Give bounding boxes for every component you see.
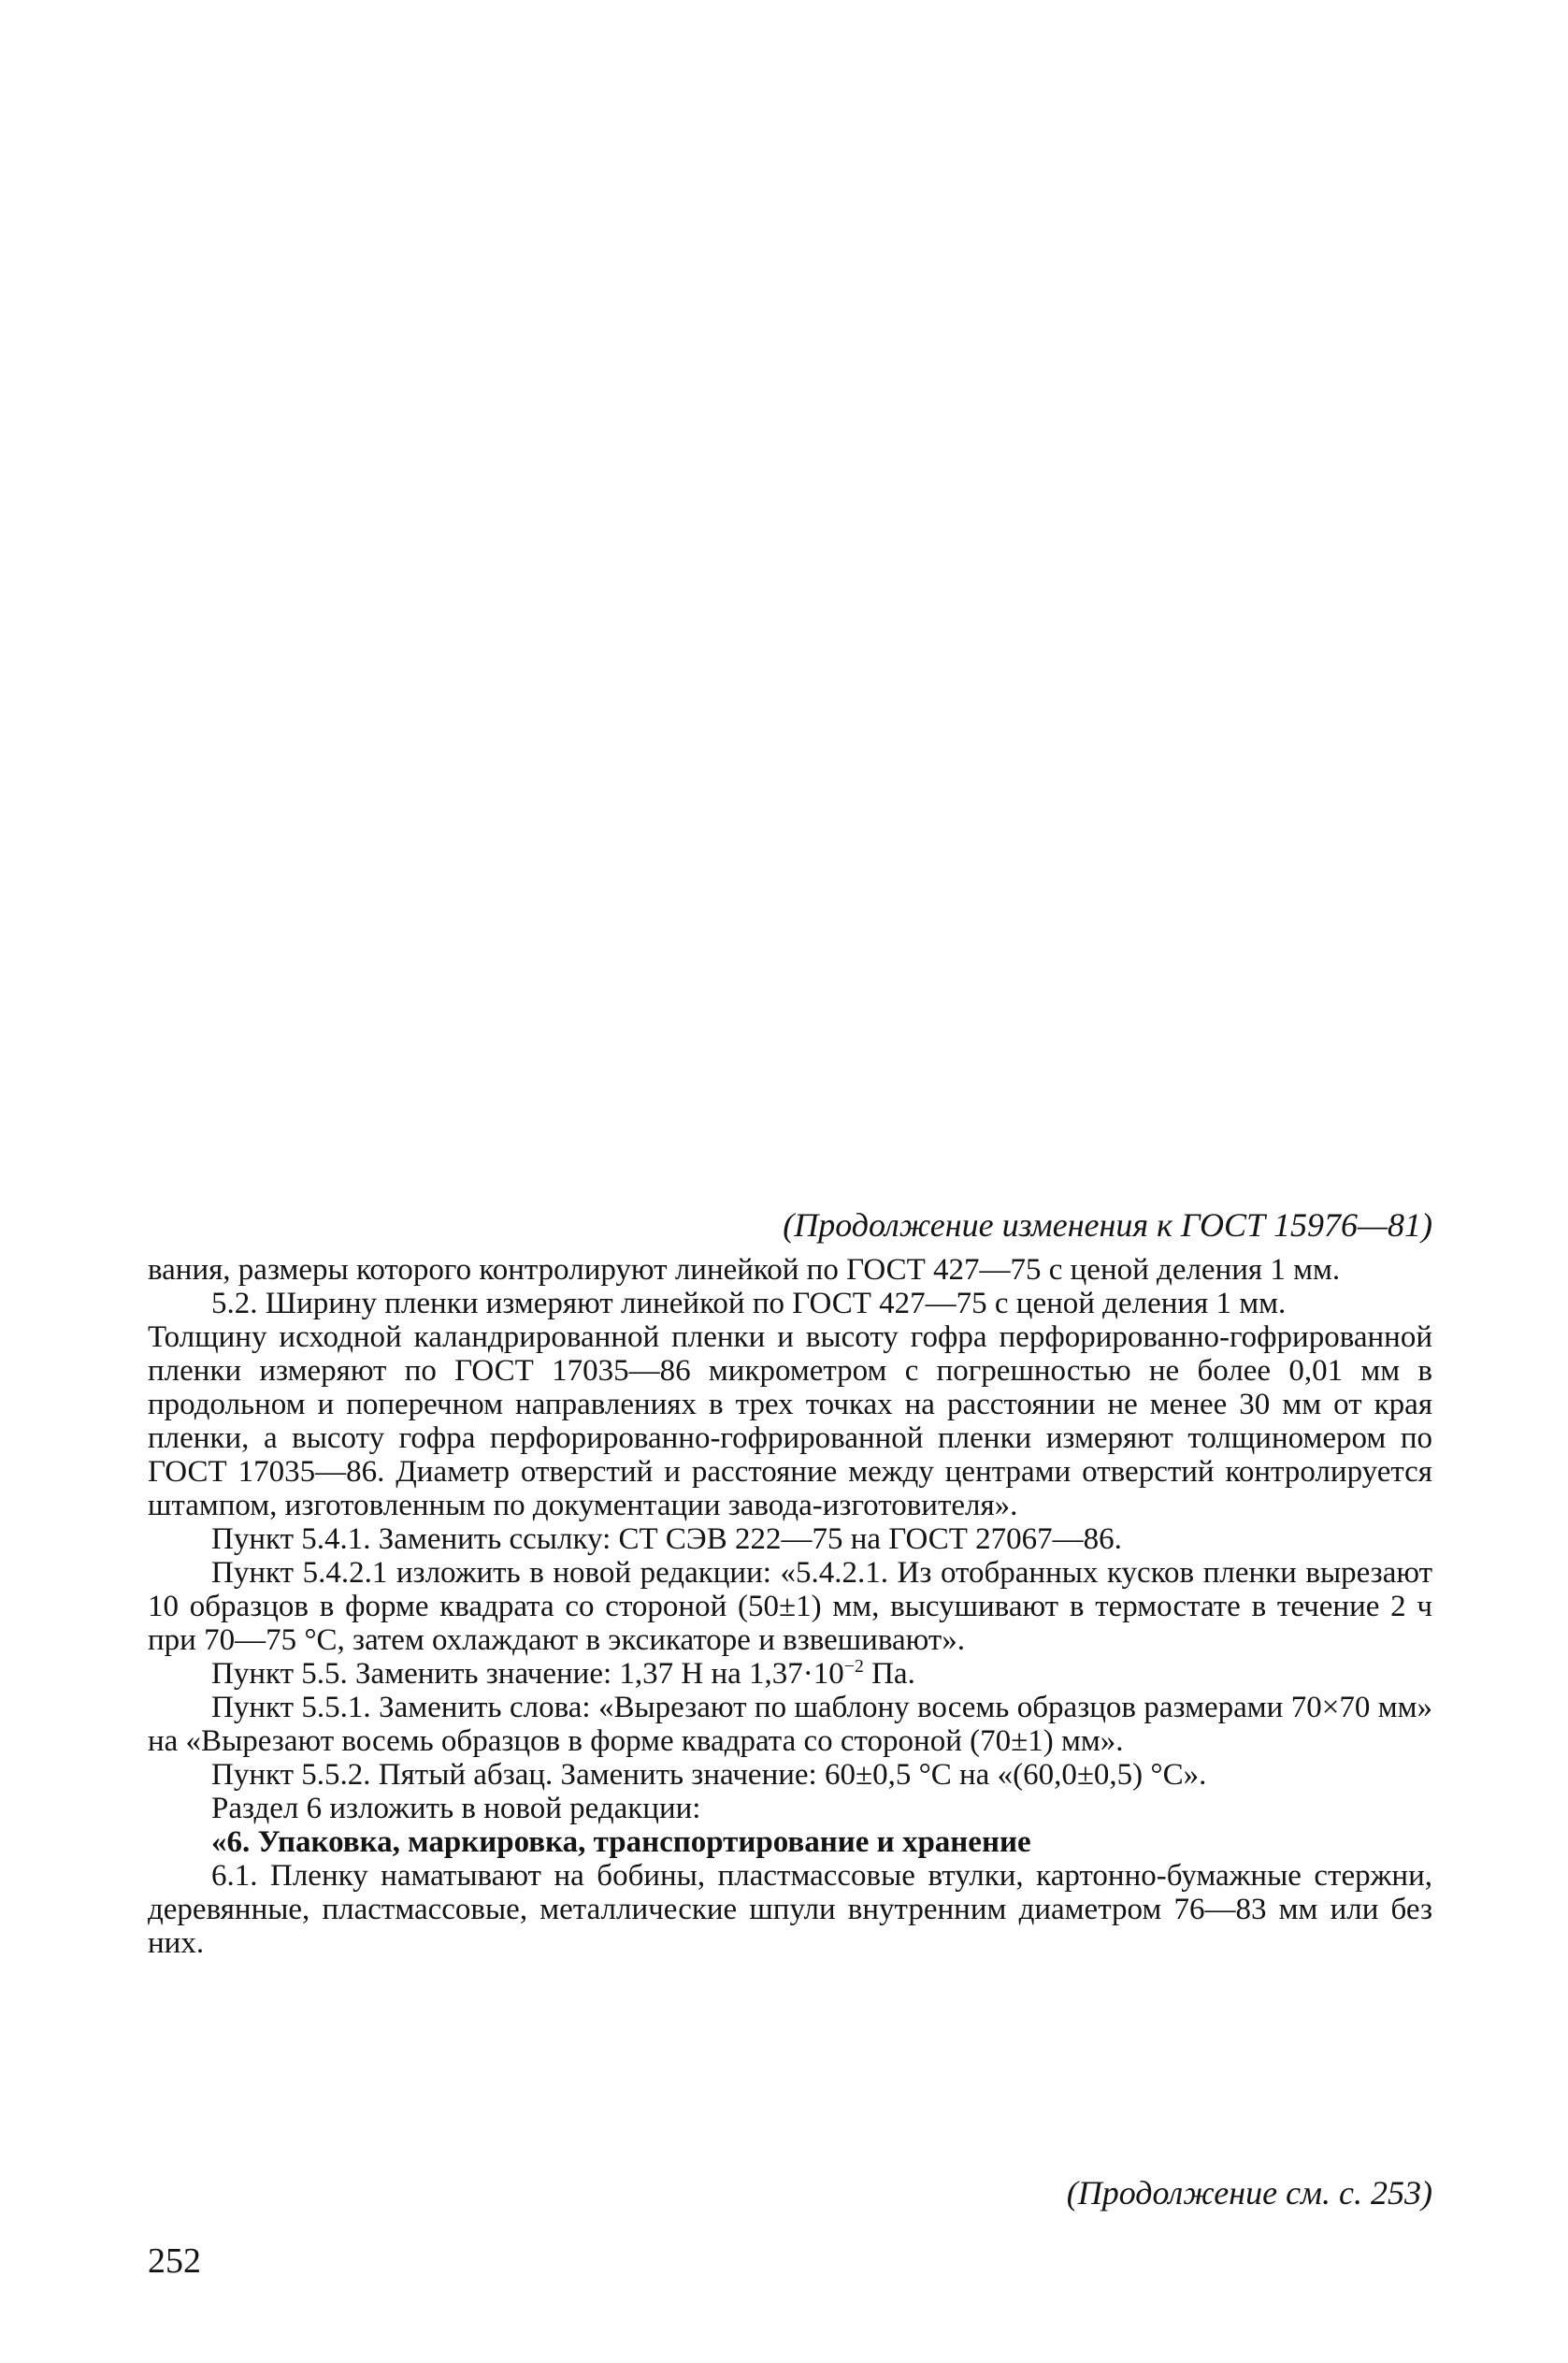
paragraph-5-5 (148, 1657, 1432, 1691)
unit-suffix: Па. (863, 1657, 915, 1691)
paragraph-5-5-text: Пункт 5.5. Заменить значение: 1,37 Н на 1,37·10 (211, 1657, 844, 1691)
paragraph-5-5-2: Пункт 5.5.2. Пятый абзац. Заменить значение: 60±0,5 °С на «(60,0±0,5) °С». (211, 1758, 1207, 1792)
document-body (148, 1253, 1432, 1960)
paragraph-5-4-1: Пункт 5.4.1. Заменить ссылку: СТ СЭВ 222—75 на ГОСТ 27067—86. (211, 1522, 1122, 1556)
paragraph-6-1: 6.1. Пленку наматывают на бобины, пластмассовые втулки, картонно-бумажные стержни, деревянные, пластмассовые, металлические шпули внутренним диаметром 76—83 мм или без них. (148, 1859, 1432, 1960)
page-number: 252 (148, 2241, 201, 2281)
continuation-footer: (Продолжение см. с. 253) (1066, 2174, 1432, 2212)
paragraph-thickness: Толщину исходной каландрированной пленки и высоту гофра перфорированно-гофрированной пленки измеряют по ГОСТ 17035—86 микрометром с погрешностью не более 0,01 мм в продольном и поперечном направлениях в трех точках на расстоянии не менее 30 мм от края пленки, а высоту гофра перфорированно-гофрированной пленки измеряют толщиномером по ГОСТ 17035—86. Диаметр отверстий и расстояние между центрами отверстий контролируется штампом, изготовленным по документации завода-изготовителя». (148, 1320, 1432, 1522)
paragraph-5-5-1: Пункт 5.5.1. Заменить слова: «Вырезают по шаблону восемь образцов размерами 70×70 мм» на «Вырезают восемь образцов в форме квадрата со стороной (70±1) мм». (148, 1691, 1432, 1758)
paragraph-section-6: Раздел 6 изложить в новой редакции: (211, 1792, 701, 1825)
exponent-value: −2 (843, 1656, 864, 1677)
paragraph-5-4-2-1: Пункт 5.4.2.1 изложить в новой редакции: «5.4.2.1. Из отобранных кусков пленки вырезают 10 образцов в форме квадрата со стороной (50±1) мм, высушивают в термостате в течение 2 ч при 70—75 °С, затем охлаждают в эксикаторе и взвешивают». (148, 1556, 1432, 1657)
paragraph-5-2: 5.2. Ширину пленки измеряют линейкой по ГОСТ 427—75 с ценой деления 1 мм. (211, 1287, 1287, 1320)
section-6-heading: «6. Упаковка, маркировка, транспортирование и хранение (211, 1825, 1031, 1859)
paragraph-continuation: вания, размеры которого контролируют линейкой по ГОСТ 427—75 с ценой деления 1 мм. (148, 1253, 1341, 1287)
continuation-header: (Продолжение изменения к ГОСТ 15976—81) (783, 1206, 1432, 1244)
